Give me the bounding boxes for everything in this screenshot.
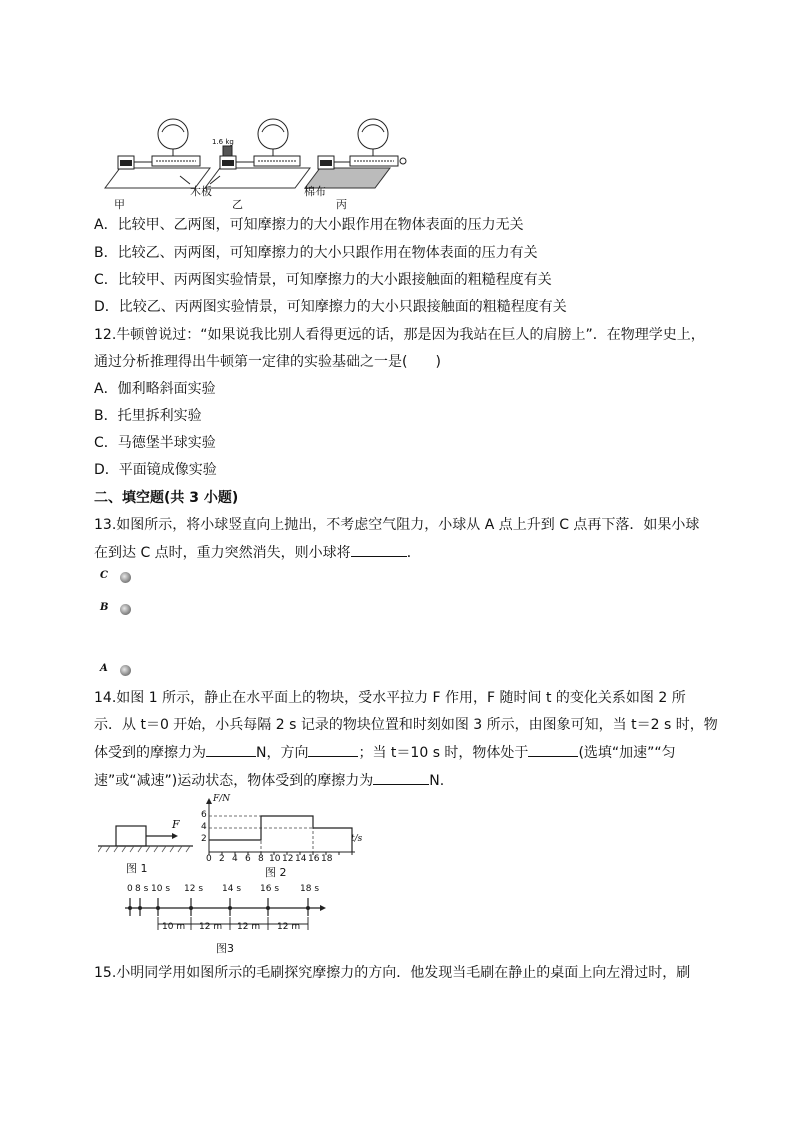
panel-jia <box>105 119 210 188</box>
q12-line2: 通过分析推理得出牛顿第一定律的实验基础之一是( ) <box>94 354 441 370</box>
q15-line1: 15.小明同学用如图所示的毛刷探究摩擦力的方向．他发现当毛刷在静止的桌面上向左滑过时，刷 <box>94 965 691 981</box>
q14-line1: 14.如图 1 所示，静止在水平面上的物块，受水平拉力 F 作用，F 随时间 t 的变化关系如图 2 所 <box>94 690 686 706</box>
q12-option-a: A．伽利略斜面实验 <box>94 381 216 397</box>
panel-yi <box>205 119 310 188</box>
q11-option-c: C．比较甲、丙两图实验情景，可知摩擦力的大小跟接触面的粗糙程度有关 <box>94 272 552 288</box>
figure-2: F/N 6 4 2 t/s 0 2 4 6 8 10 12 14 16 18 图 2 <box>201 794 363 879</box>
force-label: F <box>172 818 180 831</box>
cotton-label: 棉布 <box>304 185 326 198</box>
section-title: 二、填空题(共 3 小题) <box>94 490 239 506</box>
figure-3-caption: 图3 <box>216 942 234 955</box>
x-axis-label: t/s <box>351 834 363 844</box>
q14-line3: 体受到的摩擦力为 N，方向 ；当 t＝10 s 时，物体处于 (选填“加速”“匀 <box>94 742 676 763</box>
y-tick-2: 2 <box>201 834 207 844</box>
y-tick-4: 4 <box>201 822 207 832</box>
figure-1 <box>98 818 193 878</box>
figure-3: 0 8 s 10 s 12 s 14 s 16 s 18 s 10 m 12 m 12 m 12 m 图3 <box>120 884 330 956</box>
q12-line1: 12.牛顿曾说过：“如果说我比别人看得更远的话，那是因为我站在巨人的肩膀上”．在物理学史上， <box>94 327 705 343</box>
panel-label-bing: 丙 <box>336 198 347 211</box>
q12-option-b: B．托里拆利实验 <box>94 408 202 424</box>
q14-line4: 速”或“减速”)运动状态，物体受到的摩擦力为 N. <box>94 770 444 791</box>
figure-2-caption: 图 2 <box>265 866 287 879</box>
ball-icon <box>120 572 131 583</box>
q11-option-a: A．比较甲、乙两图，可知摩擦力的大小跟作用在物体表面的压力无关 <box>94 217 524 233</box>
q13-text: 在到达 C 点时，重力突然消失，则小球将 <box>94 545 351 561</box>
q11-option-b: B．比较乙、丙两图，可知摩擦力的大小只跟作用在物体表面的压力有关 <box>94 245 538 261</box>
ball-icon <box>120 604 131 615</box>
q14-line2: 示．从 t＝0 开始，小兵每隔 2 s 记录的物块位置和时刻如图 3 所示，由图象可知，当 t＝2 s 时，物 <box>94 717 718 733</box>
mass-label: 1.6 kg <box>212 138 234 146</box>
q13-line1: 13.如图所示，将小球竖直向上抛出，不考虑空气阻力，小球从 A 点上升到 C 点再下落．如果小球 <box>94 517 700 533</box>
friction-experiment-figure <box>100 118 410 210</box>
q12-option-c: C．马德堡半球实验 <box>94 435 216 451</box>
q14-blank-direction[interactable] <box>308 742 358 757</box>
wood-label: 木板 <box>190 185 212 198</box>
q12-option-d: D．平面镜成像实验 <box>94 462 217 478</box>
y-axis-label: F/N <box>213 794 231 804</box>
panel-label-jia: 甲 <box>114 198 125 211</box>
panel-bing <box>305 119 406 188</box>
q14-blank-friction[interactable] <box>206 742 256 757</box>
figure-1-caption: 图 1 <box>126 862 148 875</box>
q13-line2: 在到达 C 点时，重力突然消失，则小球将 ． <box>94 542 421 563</box>
ball-icon <box>120 665 131 676</box>
q14-blank-motion[interactable] <box>528 742 578 757</box>
q13-answer-blank[interactable] <box>351 542 407 557</box>
q11-option-d: D．比较乙、丙两图实验情景，可知摩擦力的大小只跟接触面的粗糙程度有关 <box>94 299 567 315</box>
q14-blank-friction-10s[interactable] <box>373 770 429 785</box>
panel-label-yi: 乙 <box>232 198 243 211</box>
y-tick-6: 6 <box>201 810 207 820</box>
